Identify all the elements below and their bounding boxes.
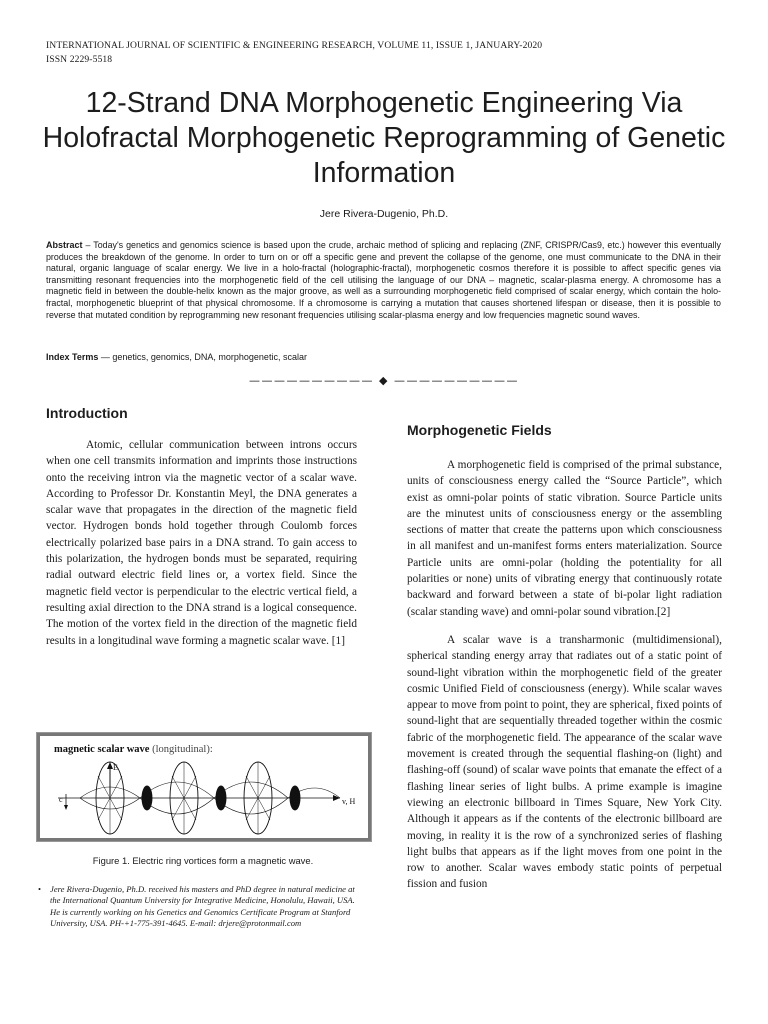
abstract [46, 240, 721, 321]
author-footnote [38, 884, 356, 929]
abstract-text: – Today's genetics and genomics science is based upon the crude, archaic method of splicing and replacing (ZNF, CRISPR/Cas9, etc.) however this eventually produces the breakdown of the genome. In order to turn on or off a specific gene and prevent the collapse of the genome, one must communicate to the DNA in their natural, organic language of scalar energy. We live in a holo-fractal (holographic-fractal), morphogenetic cosmos therefore it is possible to affect specific genes via transmitting resonant frequencies into the morphogenetic field of the cell utilising the language of our DNA – magnetic, scalar-plasma energy. A chromosome has a magnetic field in between the double-helix known as the major groove, as well as a surrounding morphogenetic field comprised of scalar energy, which contain the holo-fractal, morphogenetic blueprint of that physical chromosome. If a chromosome is carrying a mutation that causes shortened lifespan or disease, then it is possible to reverse that mutated condition by reprogramming new resonant frequencies utilising scalar-plasma energy and low frequencies magnetic sound waves. [46, 240, 721, 320]
morphogenetic-heading: Morphogenetic Fields [407, 422, 552, 438]
axis-label-v: v, H [342, 797, 356, 806]
section-divider: —————————— ◆ —————————— [249, 374, 519, 387]
figure-label-bold: magnetic scalar wave [54, 744, 150, 755]
issn: ISSN 2229-5518 [46, 54, 113, 65]
index-terms-text: — genetics, genomics, DNA, morphogenetic, scalar [98, 352, 307, 362]
figure-caption: Figure 1. Electric ring vortices form a magnetic wave. [92, 855, 314, 866]
axis-label-c: c [59, 795, 63, 804]
abstract-label: Abstract [46, 240, 83, 250]
morphogenetic-paragraph-2: A scalar wave is a transharmonic (multidimensional), spherical standing energy array that radiates out of a static point of sound-light vibration within the morphogenetic field of the greater cosmic Unified Field of consciousness (energy). While scalar waves appear to move from point to point, they are spherical, fixed points of sound-light that are sequentially threaded together within the cosmic fabric of the morphogenetic field. The appearance of the scalar wave movement is created through the sequential flashing-on (light) and flashing-off (sound) of scalar wave points that emanate the effect of a flashing linear series of light bulbs. A prime example is imagine viewing an electronic billboard in Times Square, New York City. Although it appears as if the contents of the electronic billboard are moving, in reality it is the row of a synchronized series of flashing light bulbs that appears as if the light moves from one point in the row to another. Scalar waves embody static points of perpetual fission and fusion [407, 633, 722, 891]
index-terms-label: Index Terms [46, 352, 99, 362]
index-terms [46, 352, 307, 362]
axis-label-e: E [113, 763, 118, 772]
introduction-heading: Introduction [46, 405, 128, 421]
morphogenetic-body [407, 457, 722, 893]
introduction-body [46, 437, 357, 649]
footnote-text: Jere Rivera-Dugenio, Ph.D. received his masters and PhD degree in natural medicine at the International Quantum University for Integrative Medicine, Honolulu, Hawaii, USA. He is currently working on his Genetics and Genomics Certificate Program at Stanford University, USA. PH-+1-775-391-4645. E-mail: drjere@protonmail.com [50, 884, 355, 928]
scalar-wave-diagram [40, 736, 366, 836]
morphogenetic-paragraph-1: A morphogenetic field is comprised of the primal substance, units of consciousness energy called the “Source Particle”, which exist as omni-polar points of static vibration. Source Particle units are the minutest units of consciousness energy or the assembling sections of matter that create the patterns upon which consciousness in all manifest and un-manifest forms enters materialization. Source Particle units are omni-polar (holding the potentiality for all polarities or none) units of vibrating energy that continuously rotate backward and forward between a state of bi-polar light radiation (scalar standing wave) and omni-polar sound vibration.[2] [407, 459, 722, 618]
figure-1 [36, 732, 372, 842]
figure-label-sub: (longitudinal): [149, 744, 213, 755]
footnote-bullet: • [38, 884, 42, 894]
introduction-paragraph: Atomic, cellular communication between introns occurs when one cell transmits information and imprints those instructions onto the receiving intron via the magnetic vector of a scalar wave. According to Professor Dr. Konstantin Meyl, the DNA generates a scalar wave that propagates in the direction of the magnetic field vector. Hydrogen bonds hold together through Coulomb forces electrically polarized base pairs in a DNA strand. To gain access to this polarization, the hydrogen bonds must be separated, requiring radial outward electric field lines or, a vortex field. Since the magnetic field vector is perpendicular to the electric vertical field, a resulting axial direction to the DNA strand is a logical consequence. The motion of the vortex field in the direction of the magnetic field results in a longitudinal wave forming a magnetic scalar wave. [1] [46, 439, 357, 647]
author-name: Jere Rivera-Dugenio, Ph.D. [319, 208, 449, 220]
paper-title: 12-Strand DNA Morphogenetic Engineering Via Holofractal Morphogenetic Reprogramming of Genetic Information [42, 87, 726, 189]
journal-header [46, 39, 542, 67]
figure-frame [40, 736, 368, 838]
journal-name: INTERNATIONAL JOURNAL OF SCIENTIFIC & ENGINEERING RESEARCH, VOLUME 11, ISSUE 1, JANUARY-2020 [46, 40, 543, 51]
